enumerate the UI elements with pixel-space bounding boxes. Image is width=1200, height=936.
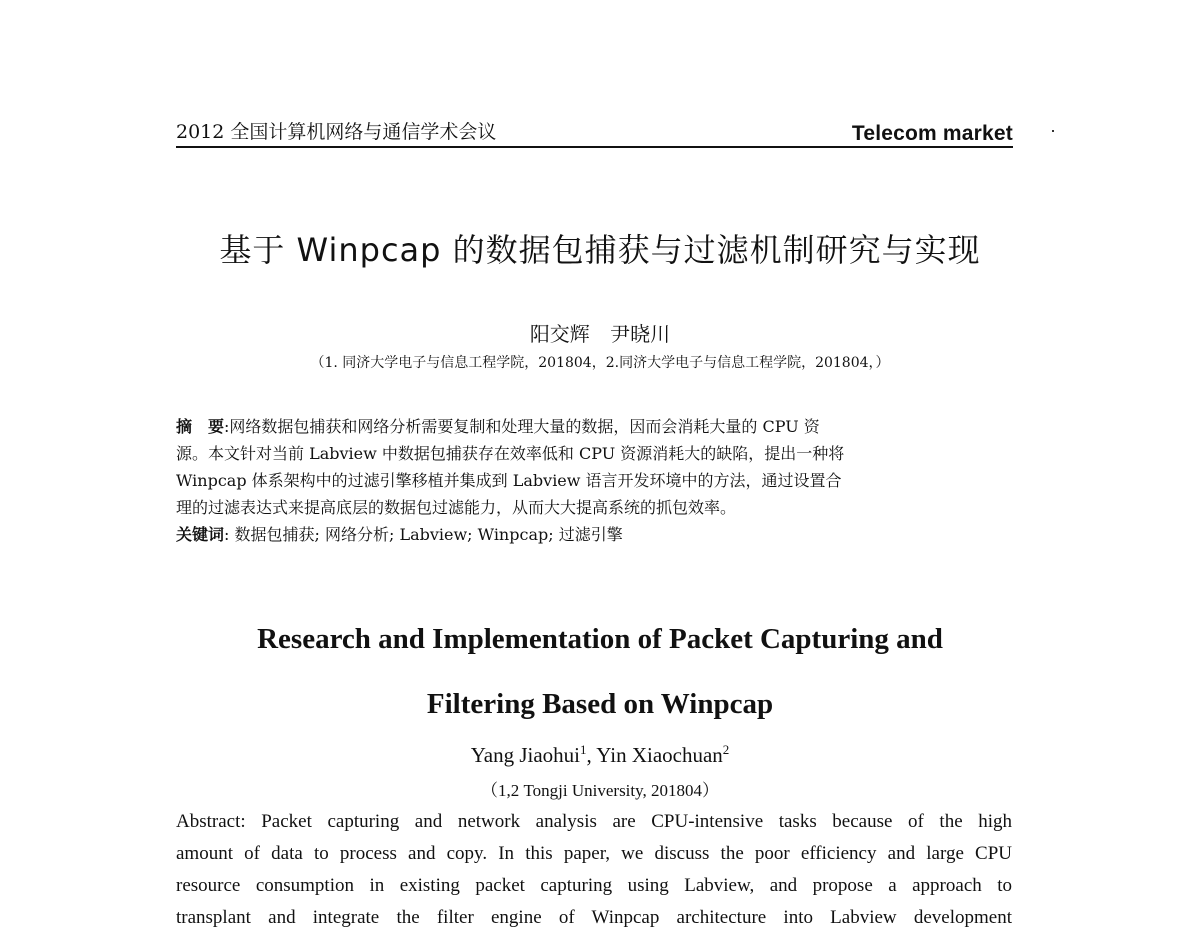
keywords-line [176, 521, 1012, 548]
english-title-line-2: Filtering Based on Winpcap [426, 688, 774, 720]
english-abstract [176, 806, 1012, 934]
abstract-line: 理的过滤表达式来提高底层的数据包过滤能力，从而大大提高系统的抓包效率。 [176, 498, 737, 517]
abstract-line: amount of data to process and copy. In this paper, we discuss the poor efficiency and large CPU [176, 843, 1012, 864]
keywords-label: 关键词 [176, 525, 225, 544]
chinese-abstract [176, 413, 1012, 548]
chinese-title: 基于 Winpcap 的数据包捕获与过滤机制研究与实现 [219, 231, 981, 269]
english-affiliation: （1,2 Tongji University, 201804） [480, 781, 720, 800]
abstract-line: resource consumption in existing packet capturing using Labview, and propose a approach to [176, 875, 1012, 896]
chinese-affiliation: （1. 同济大学电子与信息工程学院，201804，2.同济大学电子与信息工程学院，201804，） [310, 355, 890, 371]
conference-name: 2012 全国计算机网络与通信学术会议 [176, 121, 497, 143]
author-affiliation-marker: 1 [580, 742, 587, 757]
chinese-authors: 阳交辉 尹晓川 [529, 322, 671, 346]
scan-speck [1052, 130, 1054, 132]
abstract-line: 源。本文针对当前 Labview 中数据包捕获存在效率低和 CPU 资源消耗大的缺陷，提出一种将 [176, 444, 845, 463]
journal-name: Telecom market [851, 122, 1013, 145]
author-affiliation-marker: 2 [722, 742, 730, 757]
abstract-label: 摘 要 [176, 417, 225, 436]
english-title-line-1: Research and Implementation of Packet Capturing and [257, 623, 943, 655]
abstract-line: Winpcap 体系架构中的过滤引擎移植并集成到 Labview 语言开发环境中的方法，通过设置合 [176, 471, 842, 490]
abstract-line: transplant and integrate the filter engine of Winpcap architecture into Labview development [176, 907, 1012, 928]
running-header [176, 116, 1013, 148]
keywords: : 数据包捕获; 网络分析; Labview; Winpcap; 过滤引擎 [224, 525, 623, 544]
author-name: Yin Xiaochuan [596, 743, 723, 767]
author-name: Yang Jiaohui [470, 743, 580, 767]
abstract-line: 摘 要:网络数据包捕获和网络分析需要复制和处理大量的数据，因而会消耗大量的 CPU 资 [176, 417, 820, 436]
abstract-line: Abstract: Packet capturing and network analysis are CPU-intensive tasks because of the high [176, 811, 1012, 832]
english-authors: Yang Jiaohui$^1$, Yin Xiaochuan$^2$ [470, 742, 730, 767]
